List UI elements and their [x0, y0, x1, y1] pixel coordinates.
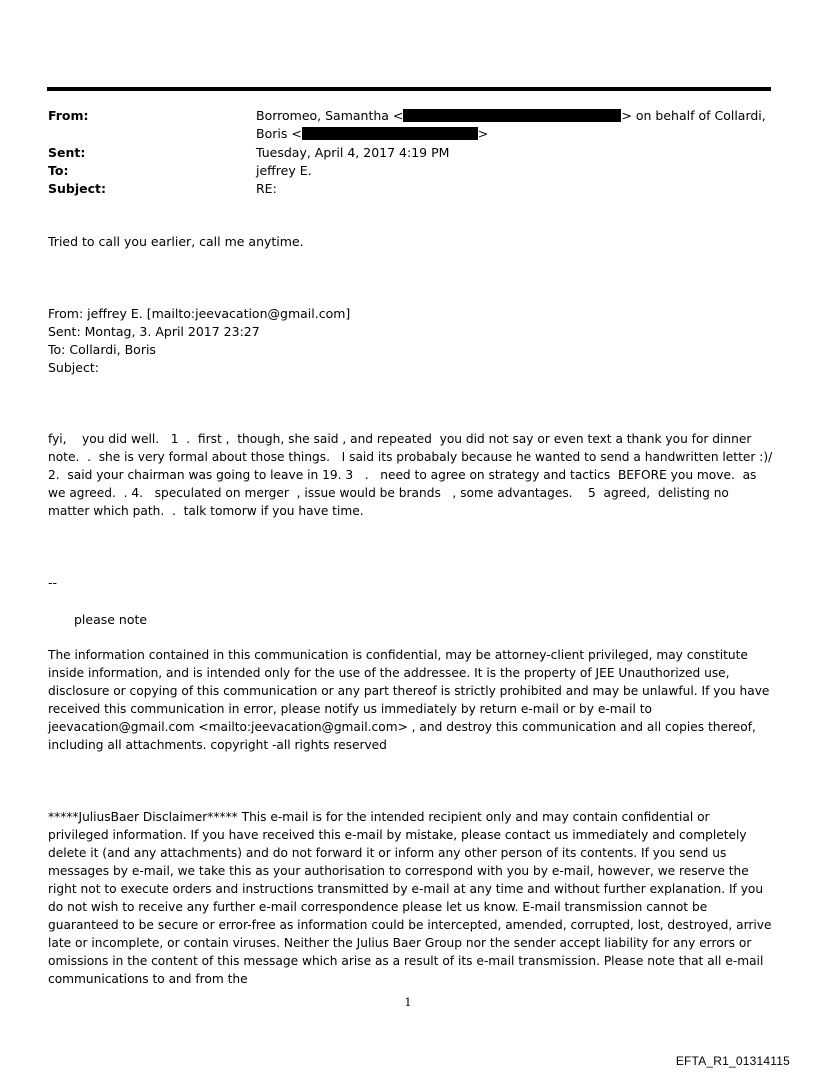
- from-name: Borromeo, Samantha <: [256, 108, 404, 123]
- subject-value: RE:: [256, 181, 277, 196]
- from-label: From:: [48, 108, 89, 123]
- quoted-header: [48, 305, 773, 377]
- signature-dashes: --: [48, 575, 58, 590]
- subject-label: Subject:: [48, 181, 106, 196]
- document-id: EFTA_R1_01314115: [675, 1054, 790, 1068]
- page-number: 1: [404, 996, 412, 1009]
- quoted-sent: Sent: Montag, 3. April 2017 23:27: [48, 324, 260, 339]
- please-note: please note: [74, 612, 148, 627]
- quoted-body: fyi, you did well. 1 . first , though, she said , and repeated you did not say or even text a thank you for dinner note. . she is very formal about those things. I said its probabaly because he wanted to send a handwritten letter :)/ 2. said your chairman was going to leave in 19. 3 . need to agree on strategy and tactics BEFORE you move. as we agreed. . 4. speculated on merger , issue would be brands , some advantages. 5 agreed, delisting no matter which path. . talk tomorw if you have time.: [48, 432, 784, 518]
- from-value-line2: [256, 125, 488, 143]
- sent-label: Sent:: [48, 145, 86, 160]
- juliusbaer-disclaimer: *****JuliusBaer Disclaimer***** This e-mail is for the intended recipient only and may contain confidential or privileged information. If you have received this e-mail by mistake, please contact us immediately and completely delete it (and any attachments) and do not forward it or inform any other person of its contents. If you send us messages by e-mail, we take this as your authorisation to correspond with you by e-mail, however, we reserve the right not to execute orders and instructions transmitted by e-mail at any time and without further explanation. If you do not wish to receive any further e-mail correspondence please let us know. E-mail transmission cannot be guaranteed to be secure or error-free as information could be intercepted, amended, corrupted, lost, destroyed, arrive late or incomplete, or contain viruses. Neither the Julius Baer Group nor the sender accept liability for any errors or omissions in the content of this message which arise as a result of its e-mail transmission. Please note that all e-mail communications to and from the: [48, 810, 772, 986]
- redaction-block: [302, 127, 478, 140]
- from-name-2: Boris <: [256, 126, 302, 141]
- sent-value: Tuesday, April 4, 2017 4:19 PM: [256, 145, 450, 160]
- to-label: To:: [48, 163, 69, 178]
- header-rule: [47, 87, 771, 91]
- quoted-to: To: Collardi, Boris: [48, 342, 156, 357]
- from-close: >: [477, 126, 489, 141]
- from-on-behalf: > on behalf of Collardi,: [621, 108, 766, 123]
- from-value: [256, 107, 776, 125]
- to-value: jeffrey E.: [256, 163, 312, 178]
- reply-text: Tried to call you earlier, call me anytime.: [48, 234, 304, 249]
- quoted-subject: Subject:: [48, 360, 99, 375]
- quoted-from: From: jeffrey E. [mailto:jeevacation@gmail.com]: [48, 306, 351, 321]
- redaction-block: [403, 109, 621, 122]
- confidentiality-notice: The information contained in this communication is confidential, may be attorney-client privileged, may constitute inside information, and is intended only for the use of the addressee. It is the property of JEE Unauthorized use, disclosure or copying of this communication or any part thereof is strictly prohibited and may be unlawful. If you have received this communication in error, please notify us immediately by return e-mail or by e-mail to jeevacation@gmail.com <mailto:jeevacation@gmail.com> , and destroy this communication and all copies thereof, including all attachments. copyright -all rights reserved: [48, 648, 770, 752]
